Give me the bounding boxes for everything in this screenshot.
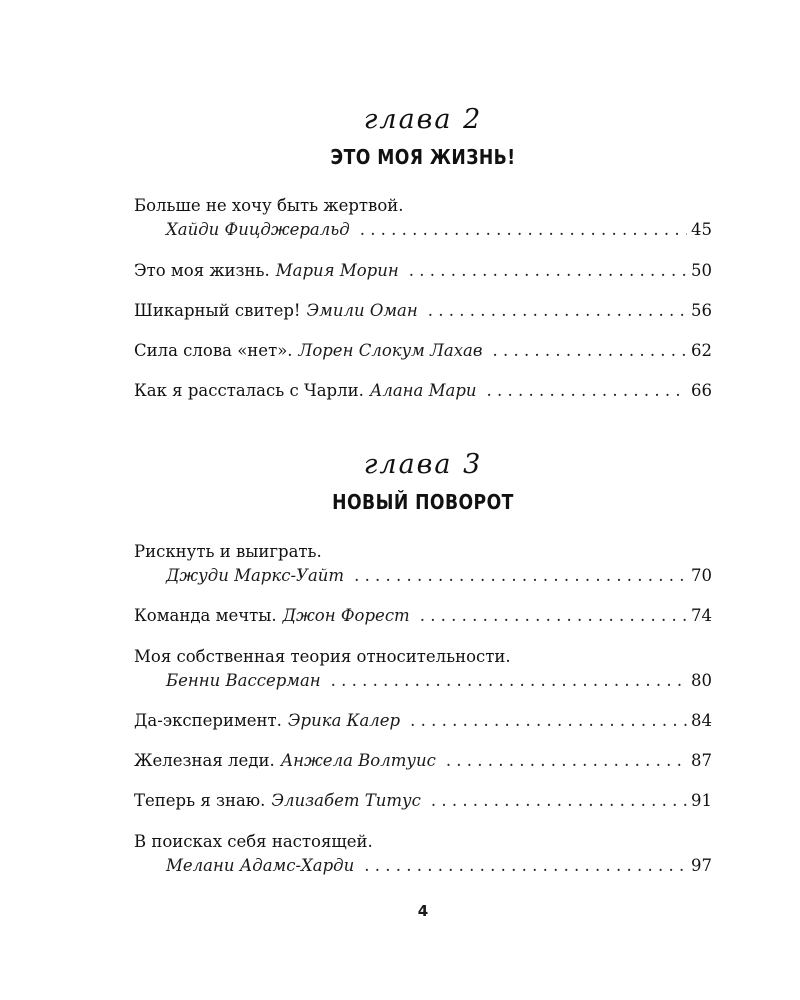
entry-title: Шикарный свитер! bbox=[134, 301, 301, 320]
dot-leader bbox=[420, 604, 687, 628]
entry-author: Джуди Маркс-Уайт bbox=[166, 566, 345, 585]
page-number: 4 bbox=[417, 902, 429, 920]
dot-leader bbox=[431, 789, 687, 813]
entry-title: Железная леди. bbox=[134, 751, 275, 770]
dot-leader bbox=[360, 218, 687, 242]
entry-author: Анжела Волтуис bbox=[280, 751, 436, 770]
entry-author: Лорен Слокум Лахав bbox=[298, 341, 483, 360]
toc-entry[interactable] bbox=[134, 645, 712, 693]
entry-author: Алана Мари bbox=[369, 381, 477, 400]
toc-entry[interactable] bbox=[134, 789, 712, 813]
entry-page-number: 50 bbox=[691, 261, 712, 280]
entry-author: Эмили Оман bbox=[306, 301, 418, 320]
entry-title: Больше не хочу быть жертвой. bbox=[134, 196, 404, 215]
dot-leader bbox=[492, 339, 687, 363]
chapter-label: глава 3 bbox=[363, 449, 483, 480]
toc-entry[interactable] bbox=[134, 604, 712, 628]
entry-page-number: 87 bbox=[691, 751, 712, 770]
chapter-label: глава 2 bbox=[363, 104, 483, 135]
entry-page-number: 56 bbox=[691, 301, 712, 320]
toc-entry[interactable] bbox=[134, 259, 712, 283]
chapter-3-heading bbox=[134, 449, 712, 515]
dot-leader bbox=[409, 259, 687, 283]
entry-page-number: 97 bbox=[691, 856, 712, 875]
dot-leader bbox=[428, 299, 687, 323]
toc-entry[interactable] bbox=[134, 299, 712, 323]
entry-title: Как я рассталась с Чарли. bbox=[134, 381, 364, 400]
dot-leader bbox=[364, 854, 687, 878]
entry-title: В поисках себя настоящей. bbox=[134, 832, 373, 851]
entry-title: Сила слова «нет». bbox=[134, 341, 293, 360]
toc-entry[interactable] bbox=[134, 379, 712, 403]
dot-leader bbox=[331, 669, 687, 693]
entry-author: Бенни Вассерман bbox=[166, 671, 321, 690]
toc-entry[interactable] bbox=[134, 830, 712, 878]
entry-page-number: 66 bbox=[691, 381, 712, 400]
toc-page bbox=[134, 0, 712, 1000]
entry-title: Да-эксперимент. bbox=[134, 711, 282, 730]
chapter-title: ЭТО МОЯ ЖИЗНЬ! bbox=[330, 145, 516, 169]
toc-entry[interactable] bbox=[134, 749, 712, 773]
dot-leader bbox=[487, 379, 687, 403]
entry-page-number: 74 bbox=[691, 606, 712, 625]
toc-entry[interactable] bbox=[134, 540, 712, 588]
dot-leader bbox=[410, 709, 687, 733]
entry-page-number: 80 bbox=[691, 671, 712, 690]
entry-page-number: 84 bbox=[691, 711, 712, 730]
entry-author: Элизабет Титус bbox=[271, 791, 421, 810]
toc-entry[interactable] bbox=[134, 339, 712, 363]
entry-page-number: 45 bbox=[691, 220, 712, 239]
entry-title: Теперь я знаю. bbox=[134, 791, 266, 810]
toc-entry[interactable] bbox=[134, 194, 712, 242]
entry-title: Команда мечты. bbox=[134, 606, 277, 625]
entry-page-number: 70 bbox=[691, 566, 712, 585]
entry-title: Рискнуть и выиграть. bbox=[134, 542, 322, 561]
entry-title: Это моя жизнь. bbox=[134, 261, 270, 280]
entry-page-number: 91 bbox=[691, 791, 712, 810]
entry-author: Мария Морин bbox=[275, 261, 399, 280]
chapter-2-heading bbox=[134, 104, 712, 170]
entry-author: Мелани Адамс-Харди bbox=[166, 856, 355, 875]
entry-author: Хайди Фицджеральд bbox=[166, 220, 350, 239]
entry-author: Джон Форест bbox=[282, 606, 410, 625]
dot-leader bbox=[446, 749, 687, 773]
entry-title: Моя собственная теория относительности. bbox=[134, 647, 511, 666]
toc-entry[interactable] bbox=[134, 709, 712, 733]
entry-author: Эрика Калер bbox=[287, 711, 401, 730]
chapter-title: НОВЫЙ ПОВОРОТ bbox=[332, 490, 514, 514]
dot-leader bbox=[354, 564, 687, 588]
entry-page-number: 62 bbox=[691, 341, 712, 360]
